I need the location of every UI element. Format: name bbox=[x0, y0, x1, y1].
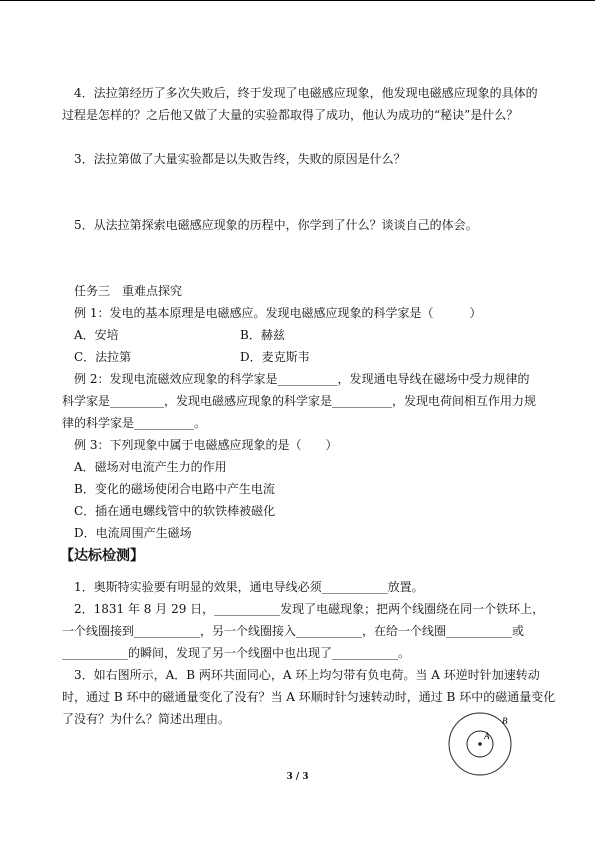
question-4-line1: 4．法拉第经历了多次失败后，终于发现了电磁感应现象，他发现电磁感应现象的具体的 bbox=[74, 86, 538, 100]
example1-option-a: A．安培 bbox=[74, 328, 119, 342]
ring-center bbox=[478, 742, 482, 746]
example2-line3: 律的科学家是__________。 bbox=[62, 416, 207, 430]
check-question-1: 1．奥斯特实验要有明显的效果，通电导线必须___________放置。 bbox=[74, 580, 424, 594]
question-5: 5．从法拉第探索电磁感应现象的历程中，你学到了什么？谈谈自己的体会。 bbox=[74, 218, 478, 232]
example1-option-c: C．法拉第 bbox=[74, 350, 132, 364]
example2-line2: 科学家是_________，发现电磁感应现象的科学家是__________，发现电荷间相互作用力规 bbox=[62, 394, 537, 408]
page-number: 3 / 3 bbox=[286, 772, 309, 782]
check-question-3-line3: 了没有？为什么？简述出理由。 bbox=[62, 712, 231, 726]
example3-option-a: A．磁场对电流产生力的作用 bbox=[74, 460, 227, 474]
check-question-3-line1: 3．如右图所示，A．B 两环共面同心，A 环上均匀带有负电荷。当 A 环逆时针加速转动 bbox=[74, 668, 540, 682]
check-question-2-line1: 2．1831 年 8 月 29 日，___________发现了电磁现象；把两个线圈绕在同一个铁环上， bbox=[74, 602, 545, 616]
concentric-rings-figure bbox=[442, 708, 522, 780]
task3-title: 任务三 重难点探究 bbox=[74, 284, 183, 298]
check-question-3-line2: 时，通过 B 环中的磁通量变化了没有？当 A 环顺时针匀速转动时，通过 B 环中的磁通量变化 bbox=[62, 690, 556, 704]
section-heading: 【达标检测】 bbox=[60, 548, 144, 564]
example3-option-d: D．电流周围产生磁场 bbox=[74, 526, 192, 540]
example2-line1: 例 2：发现电流磁效应现象的科学家是__________，发现通电导线在磁场中受力规律的 bbox=[74, 372, 530, 386]
question-4-line2: 过程是怎样的？之后他又做了大量的实验都取得了成功，他认为成功的“秘诀”是什么？ bbox=[62, 108, 519, 122]
example1-option-d: D．麦克斯韦 bbox=[240, 350, 310, 364]
check-question-2-line2: 一个线圈接到___________，另一个线圈接入___________，在给一个线圈___________或 bbox=[62, 624, 525, 638]
ring-a-label: A bbox=[484, 731, 490, 741]
question-3: 3．法拉第做了大量实验都是以失败告终，失败的原因是什么？ bbox=[74, 152, 406, 166]
example1-option-b: B．赫兹 bbox=[240, 328, 285, 342]
ring-b-label: B bbox=[502, 716, 508, 726]
example3-stem: 例 3：下列现象中属于电磁感应现象的是（ ） bbox=[74, 438, 338, 452]
example1-stem: 例 1：发电的基本原理是电磁感应。发现电磁感应现象的科学家是（ ） bbox=[74, 306, 482, 320]
top-border bbox=[0, 0, 595, 1]
example3-option-b: B．变化的磁场使闭合电路中产生电流 bbox=[74, 482, 275, 496]
check-question-2-line3: ___________的瞬间，发现了另一个线圈中也出现了___________。 bbox=[62, 646, 411, 660]
example3-option-c: C．插在通电螺线管中的软铁棒被磁化 bbox=[74, 504, 276, 518]
